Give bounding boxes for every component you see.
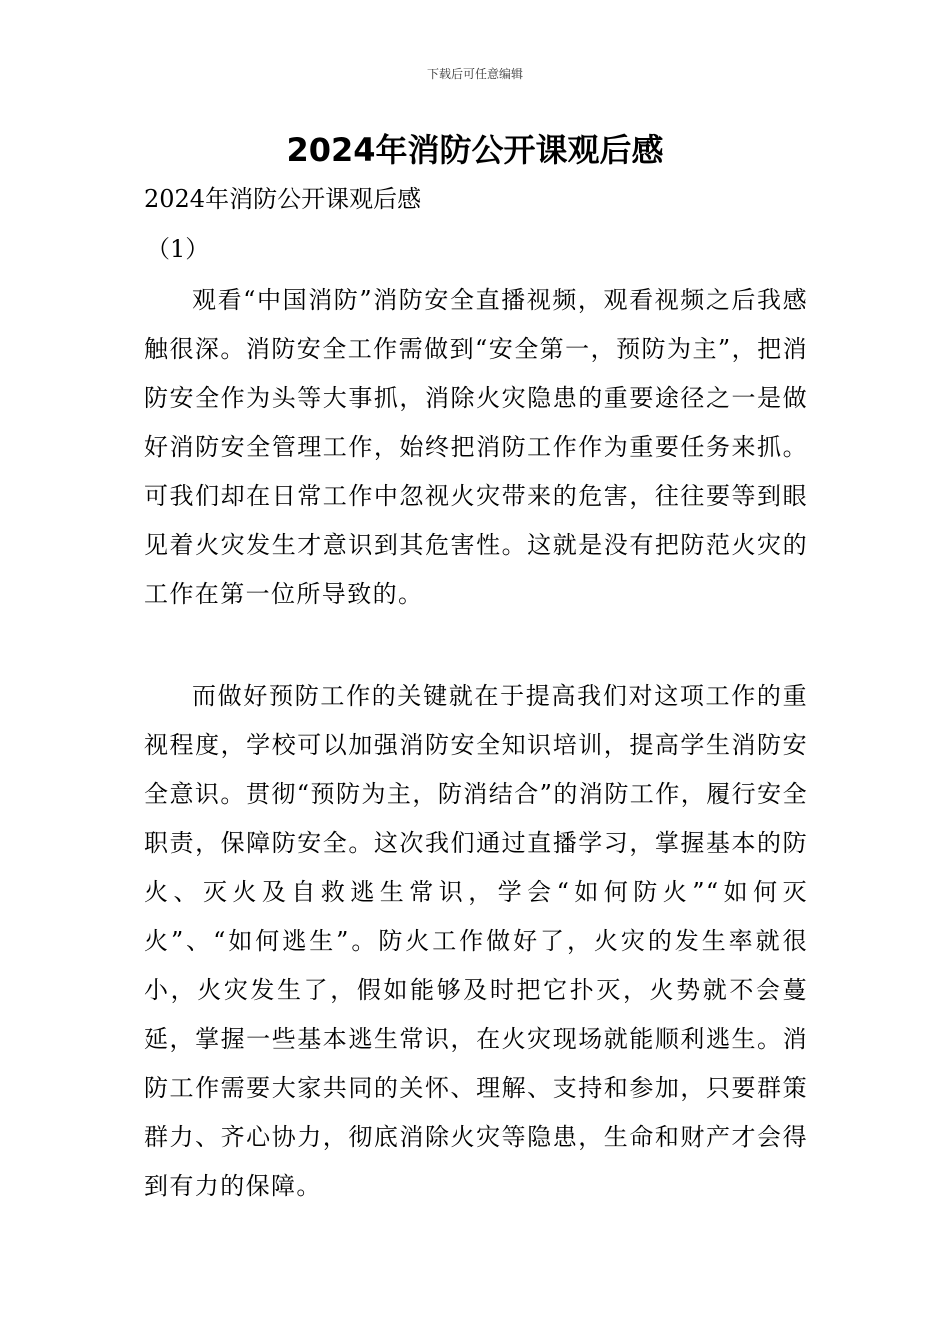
section-number: （1） <box>146 235 210 263</box>
body-paragraph: 而做好预防工作的关键就在于提高我们对这项工作的重视程度，学校可以加强消防安全知识培训，提高学生消防安全意识。贯彻“预防为主，防消结合”的消防工作，履行安全职责，保障防安全。这次我们通过直播学习，掌握基本的防火、灭火及自救逃生常识，学会“如何防火”“如何灭火”、“如何逃生”。防火工作做好了，火灾的发生率就很小，火灾发生了，假如能够及时把它扑灭，火势就不会蔓延，掌握一些基本逃生常识，在火灾现场就能顺利逃生。消防工作需要大家共同的关怀、理解、支持和参加，只要群策群力、齐心协力，彻底消除火灾等隐患，生命和财产才会得到有力的保障。 <box>144 682 808 1200</box>
document-subtitle: 2024年消防公开课观后感 <box>144 185 422 213</box>
document-title: 2024年消防公开课观后感 <box>286 131 664 169</box>
body-paragraph: 观看“中国消防”消防安全直播视频，观看视频之后我感触很深。消防安全工作需做到“安全第一，预防为主”，把消防安全作为头等大事抓，消除火灾隐患的重要途径之一是做好消防安全管理工作，始终把消防工作作为重要任务来抓。可我们却在日常工作中忽视火灾带来的危害，往往要等到眼见着火灾发生才意识到其危害性。这就是没有把防范火灾的工作在第一位所导致的。 <box>144 286 808 608</box>
header-note: 下载后可任意编辑 <box>426 67 523 81</box>
